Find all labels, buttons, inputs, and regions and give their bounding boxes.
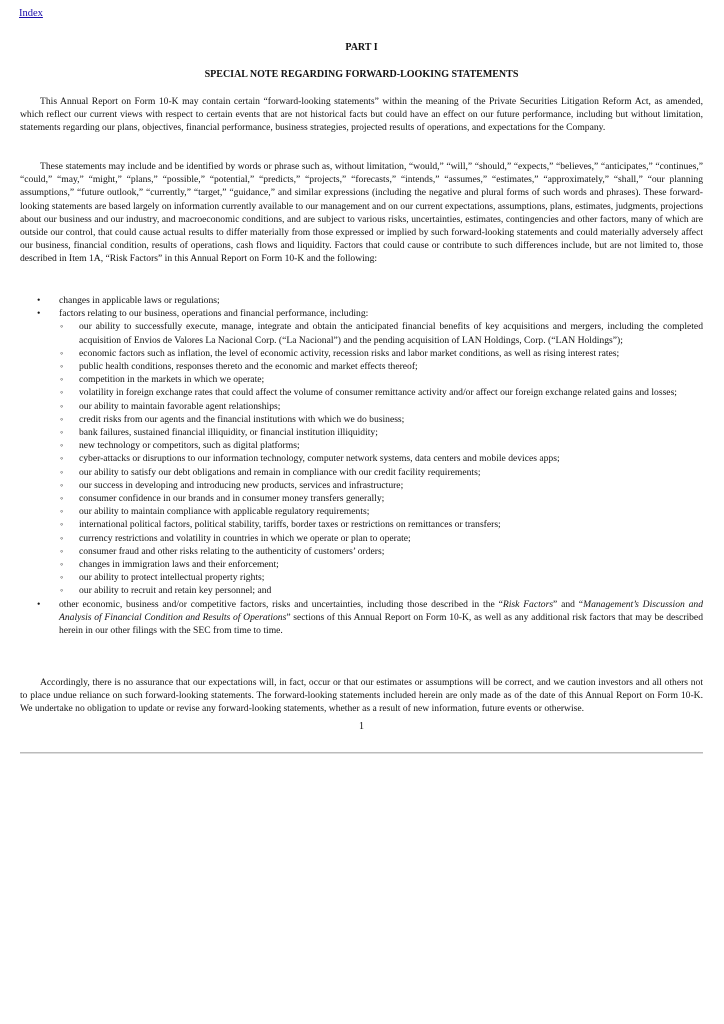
- sub-list-item: ◦ international political factors, political stability, tariffs, border taxes or restrictions on remittances or transfers;: [59, 518, 703, 531]
- risk-factors-reference: Risk Factors: [502, 598, 554, 610]
- sub-list-item: ◦ bank failures, sustained financial illiquidity, or financial institution illiquidity;: [59, 426, 703, 439]
- list-item: [20, 307, 703, 597]
- sub-factor-list: [59, 320, 703, 597]
- sub-list-item: ◦ economic factors such as inflation, the level of economic activity, recession risks and labor market conditions, as well as rising interest rates;: [59, 347, 703, 360]
- sub-list-item: ◦ our ability to recruit and retain key personnel; and: [59, 584, 703, 597]
- sub-list-item: ◦ our ability to maintain compliance with applicable regulatory requirements;: [59, 505, 703, 518]
- mdna-reference: Management’s Discussion and Analysis of Financial Condition and Results of Operations: [59, 598, 704, 623]
- list-item-text: ” sections of this Annual Report on Form 10-K, as well as any additional risk factors that may be described herein in our other filings with the SEC from time to time.: [59, 611, 703, 637]
- sub-list-item: ◦ our ability to satisfy our debt obligations and remain in compliance with our credit facility requirements;: [59, 466, 703, 479]
- sub-list-item: ◦ competition in the markets in which we operate;: [59, 373, 703, 386]
- sub-list-item: ◦ our ability to successfully execute, manage, integrate and obtain the anticipated financial benefits of key acquisitions and mergers, including the completed acquisition of Envios de Valores La Nacional Corp. (“La Nacional”) and the pending acquisition of LAN Holdings, Corp. (“LAN Holdings”);: [59, 320, 703, 346]
- list-item-text: factors relating to our business, operations and financial performance, including:: [59, 308, 369, 320]
- sub-list-item: ◦ consumer confidence in our brands and in consumer money transfers generally;: [59, 492, 703, 505]
- identification-paragraph: These statements may include and be identified by words or phrase such as, without limitation, “would,” “will,” “should,” “expects,” “believes,” “anticipates,” “continues,” “could,” “may,” “might,” “plans,” “possible,” “potential,” “predicts,” “projects,” “forecasts,” “intends,” “assumes,” “estimates,” “approximately,” “shall,” “our planning assumptions,” “future outlook,” “currently,” “target,” “guidance,” and similar expressions (including the negative and plural forms of such words and phrases). These forward-looking statements are based largely on information currently available to our management and on our current expectations, assumptions, plans, estimates, judgments, projections about our business and our industry, and macroeconomic conditions, and are subject to various risks, uncertainties, estimates, contingencies and other factors, many of which are outside our control, that could cause actual results to differ materially from those expressed or implied by such forward-looking statements and could materially adversely affect our business, financial condition, results of operations, cash flows and liquidity. Factors that could cause or contribute to such differences include, but are not limited to, those described in Item 1A, “Risk Factors” in this Annual Report on Form 10-K and the following:: [20, 161, 703, 265]
- factor-list: [20, 294, 703, 637]
- page-divider: [20, 752, 703, 754]
- sub-list-item: ◦ our ability to protect intellectual property rights;: [59, 571, 703, 584]
- sub-list-item: ◦ public health conditions, responses thereto and the economic and market effects thereof;: [59, 360, 703, 373]
- page-number: 1: [359, 721, 364, 732]
- part-title: PART I: [345, 42, 378, 53]
- intro-paragraph: This Annual Report on Form 10-K may contain certain “forward-looking statements” within the meaning of the Private Securities Litigation Reform Act, as amended, which reflect our current views with respect to certain events that are not historical facts but could have an effect on our future performance, including but without limitation, statements regarding our plans, objectives, financial performance, business strategies, projected results of operations, and expectations for the Company.: [20, 96, 703, 134]
- sub-list-item: ◦ our success in developing and introducing new products, services and infrastructure;: [59, 479, 703, 492]
- section-title: SPECIAL NOTE REGARDING FORWARD-LOOKING STATEMENTS: [204, 69, 519, 80]
- index-link[interactable]: Index: [19, 8, 43, 19]
- sub-list-item: ◦ credit risks from our agents and the financial institutions with which we do business;: [59, 413, 703, 426]
- caution-paragraph: Accordingly, there is no assurance that our expectations will, in fact, occur or that our estimates or assumptions will be correct, and we caution investors and all others not to place undue reliance on such forward-looking statements. The forward-looking statements included herein are only made as of the date of this Annual Report on Form 10-K. We undertake no obligation to update or revise any forward-looking statements, whether as a result of new information, future events or otherwise.: [20, 677, 703, 715]
- sub-list-item: ◦ our ability to maintain favorable agent relationships;: [59, 400, 703, 413]
- list-item: [20, 294, 703, 307]
- sub-list-item: ◦ cyber-attacks or disruptions to our information technology, computer network systems, data centers and mobile devices apps;: [59, 452, 703, 465]
- list-item-text: ” and “: [553, 598, 584, 610]
- sub-list-item: ◦ volatility in foreign exchange rates that could affect the volume of consumer remittance activity and/or affect our foreign exchange related gains and losses;: [59, 386, 703, 399]
- list-item-text: changes in applicable laws or regulations;: [59, 295, 220, 306]
- sub-list-item: ◦ changes in immigration laws and their enforcement;: [59, 558, 703, 571]
- sub-list-item: ◦ currency restrictions and volatility in countries in which we operate or plan to operate;: [59, 532, 703, 545]
- sub-list-item: ◦ new technology or competitors, such as digital platforms;: [59, 439, 703, 452]
- list-item-text: other economic, business and/or competitive factors, risks and uncertainties, including those described in the “: [59, 598, 503, 610]
- sub-list-item: ◦ consumer fraud and other risks relating to the authenticity of customers’ orders;: [59, 545, 703, 558]
- list-item: [20, 598, 703, 638]
